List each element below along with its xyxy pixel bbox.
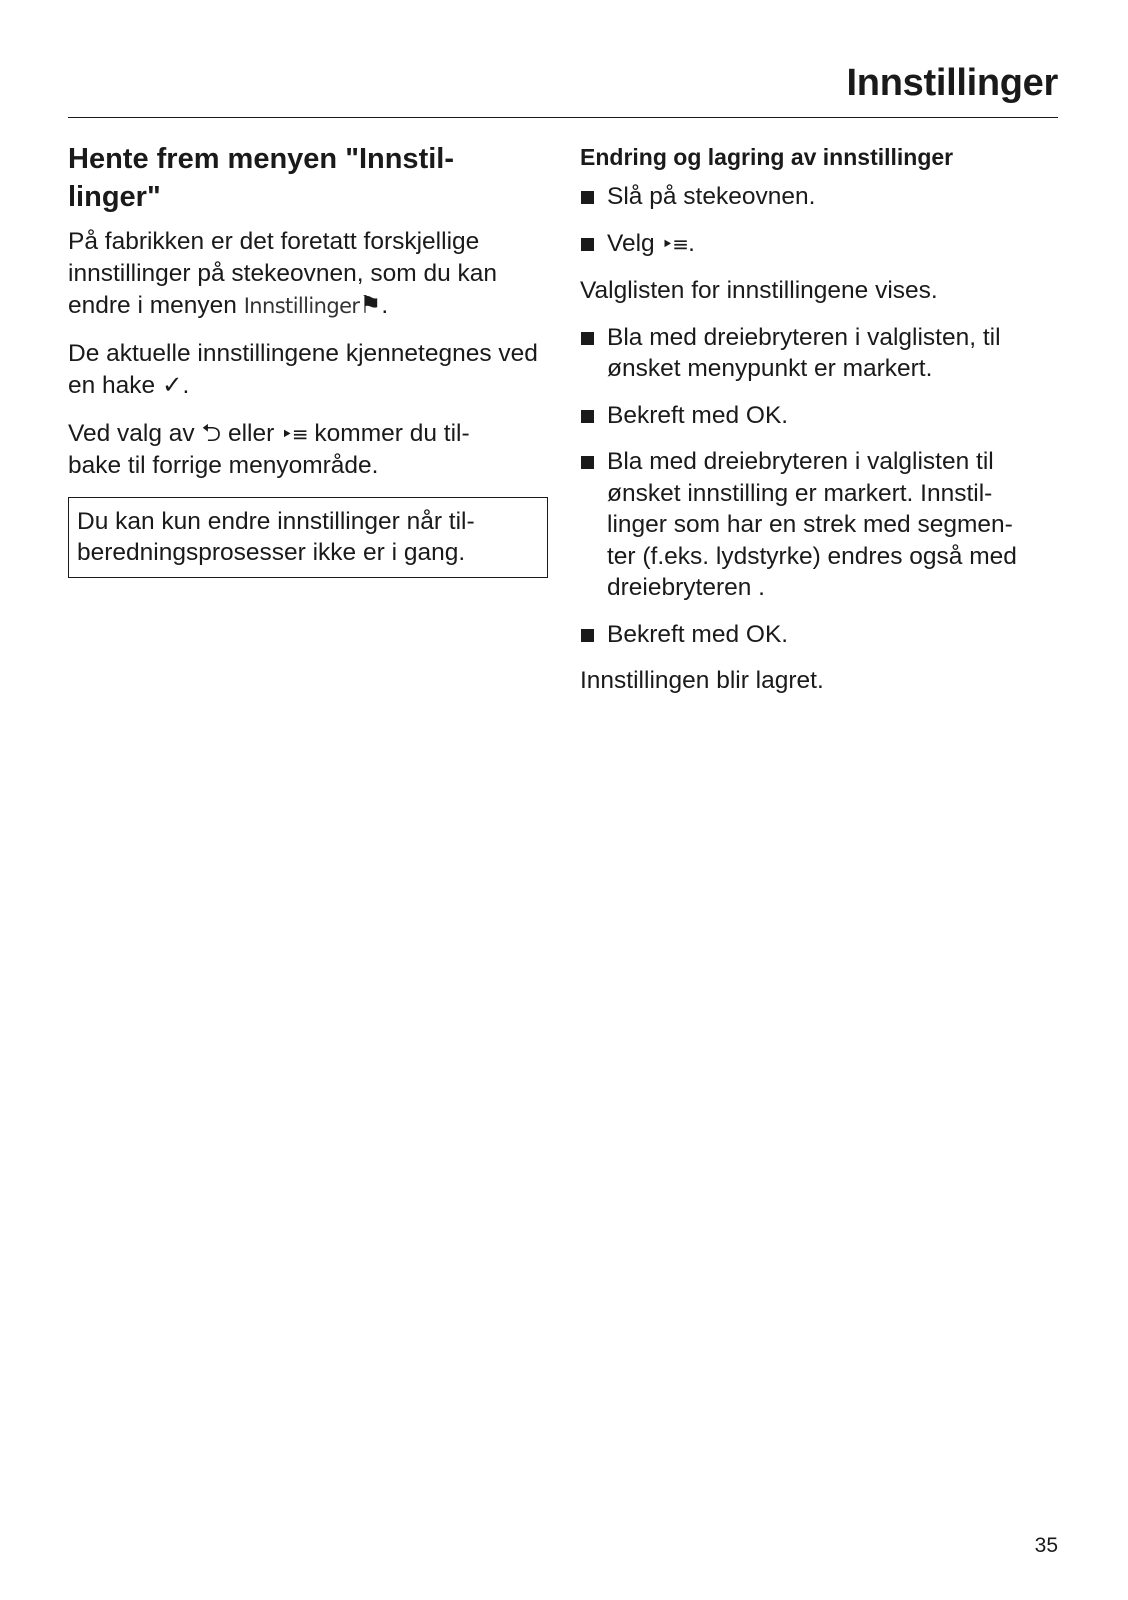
header-divider [68,117,1058,118]
bullet-icon [581,191,594,204]
intro-paragraph [68,226,548,323]
step-text: Bekreft med OK. [607,401,789,429]
bullet-icon [581,238,594,251]
menu-icon: ‣≡ [281,421,308,446]
bullet-icon [581,410,594,423]
navigation-text-a: Ved valg av [68,419,195,447]
intro-end: . [381,292,389,319]
intro-text: På fabrikken er det foretatt forskjellige innstillinger på stekeovnen, som du kan endre i menyen [68,228,498,319]
info-text: Valglisten for innstillingene vises. [580,277,938,304]
step-text: Bla med dreiebryteren i valglisten, til ønsket menypunkt er markert. [607,323,1001,382]
step-text: Velg [607,229,655,257]
bullet-icon [581,332,594,345]
checkmark-end: . [182,372,190,399]
checkmark-text: De aktuelle innstillingene kjennetegnes ved en hake [68,339,538,399]
settings-menu-label: Innstillinger [243,294,360,318]
list-item [580,446,1060,604]
bullet-icon [581,456,594,469]
right-column [580,142,1060,712]
section-heading: Hente frem menyen "Innstil- linger" [68,143,454,213]
left-column [68,140,548,578]
list-item [580,322,1060,385]
menu-icon: ‣≡ [661,231,689,256]
list-item [580,400,1060,432]
step-text: Slå på stekeovnen. [607,183,816,210]
instruction-list [580,322,1060,651]
list-item [580,619,1060,651]
checkmark-paragraph [68,338,548,402]
page-number: 35 [1034,1534,1058,1557]
subsection-heading: Endring og lagring av innstillinger [580,144,954,170]
instruction-list [580,181,1060,260]
list-item [580,228,1060,261]
back-arrow-icon: ⮌ [201,417,222,447]
navigation-text-b: eller [227,419,275,447]
note-box: Du kan kun endre innstillinger når til- beredningsprosesser ikke er i gang. [68,497,548,578]
checkmark-icon: ✓ [162,370,183,399]
list-item [580,181,1060,213]
step-text: Bla med dreiebryteren i valglisten til ønsket innstilling er markert. Innstil- linger som har en strek med segmen- ter (f.eks. lydstyrke) endres også med dreiebryteren . [607,448,1017,601]
page-header-title: Innstillinger [846,62,1058,104]
navigation-text-c: kommer du til- bake til forrige menyområde. [68,419,470,479]
navigation-paragraph [68,417,548,482]
flag-icon: ⚑ [359,290,382,319]
bullet-icon [581,629,594,642]
result-text: Innstillingen blir lagret. [580,667,824,694]
step-end: . [688,229,695,257]
step-text: Bekreft med OK. [607,620,789,648]
